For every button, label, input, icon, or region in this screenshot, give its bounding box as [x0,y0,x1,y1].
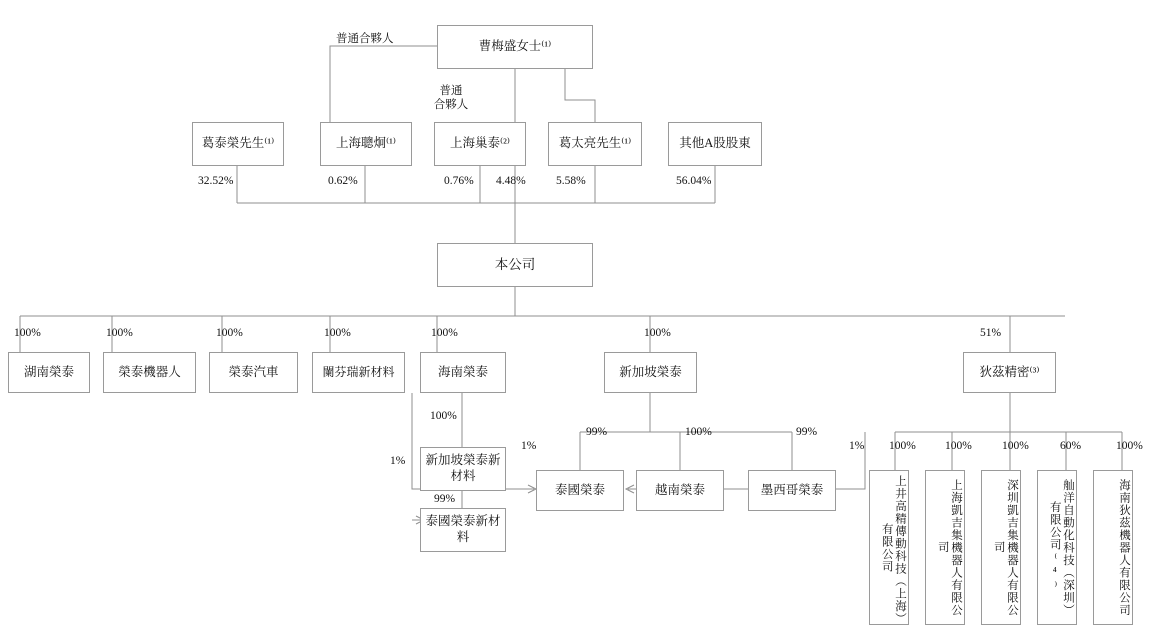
pct-60-zhouyang: 60% [1060,440,1082,452]
node-dizi-precision[interactable] [963,352,1056,393]
pct-51-dizi: 51% [980,327,1002,339]
node-thailand-rongtai-label: 泰國榮泰 [554,482,605,497]
edge-label-general-partner-1: 普通合夥人 [336,33,394,45]
node-hainan-dizi-label: 海南狄茲機器人有限公司 [1118,478,1130,617]
pct-56-04: 56.04% [676,175,712,187]
node-other-a-shareholders[interactable] [668,122,762,166]
pct-5-58: 5.58% [556,175,586,187]
node-hunan-rongtai[interactable] [8,352,90,393]
node-ge-tai-liang[interactable] [548,122,642,166]
pct-99-sg-to-mexico: 99% [796,426,818,438]
pct-1-dizi-left: 1% [849,440,865,452]
node-thailand-rongtai-material[interactable] [420,508,506,552]
node-hunan-rongtai-label: 湖南榮泰 [23,364,74,379]
pct-100-auto: 100% [216,327,243,339]
node-other-a-shareholders-label: 其他A股股東 [679,136,751,151]
node-hainan-dizi[interactable] [1093,470,1133,625]
pct-100-singapore: 100% [644,327,671,339]
node-dizi-precision-label: 狄茲精密⁽³⁾ [979,364,1040,379]
pct-32-52: 32.52% [198,175,234,187]
pct-100-hainan: 100% [431,327,458,339]
node-chairman[interactable] [437,25,593,69]
node-rongtai-auto[interactable] [209,352,298,393]
node-rongtai-auto-label: 榮泰汽車 [228,364,279,379]
node-shenzhen-kaiji[interactable] [981,470,1021,625]
pct-1-sg-to-thailand: 1% [521,440,537,452]
node-shanghai-chaotai-label: 上海巢泰⁽²⁾ [450,136,510,151]
node-lanfenrui-label: 闌芬瑞新材料 [322,365,395,379]
node-hainan-rongtai-label: 海南榮泰 [437,364,488,379]
pct-100-shenzhen-kaiji: 100% [1002,440,1029,452]
pct-100-robot: 100% [106,327,133,339]
node-rongtai-robot-label: 榮泰機器人 [118,364,181,379]
node-vietnam-rongtai[interactable] [636,470,724,511]
node-singapore-rongtai[interactable] [604,352,697,393]
pct-0-62: 0.62% [328,175,358,187]
node-zhouyang[interactable] [1037,470,1077,625]
pct-99-sgmat-to-thaimat: 99% [434,493,456,505]
pct-100-hunan: 100% [14,327,41,339]
node-shangjing-gaojing-label: 上井高精傳動科技（上海）有限公司 [880,475,906,620]
pct-1-hainan-to-thailand: 1% [390,455,406,467]
pct-100-lanfenrui: 100% [324,327,351,339]
pct-100-sg-material: 100% [430,410,457,422]
pct-100-shangjing: 100% [889,440,916,452]
pct-0-76: 0.76% [444,175,474,187]
node-company-label: 本公司 [494,256,536,272]
node-shanghai-cong[interactable] [320,122,412,166]
node-vietnam-rongtai-label: 越南榮泰 [654,482,705,497]
node-mexico-rongtai[interactable] [748,470,836,511]
node-shanghai-kaiji[interactable] [925,470,965,625]
pct-100-shanghai-kaiji: 100% [945,440,972,452]
edge-label-general-partner-2-line2: 合夥人 [433,99,469,111]
pct-100-sg-to-vietnam: 100% [685,426,712,438]
node-rongtai-robot[interactable] [103,352,196,393]
node-mexico-rongtai-label: 墨西哥榮泰 [760,482,824,497]
node-thailand-rongtai[interactable] [536,470,624,511]
node-lanfenrui[interactable] [312,352,405,393]
node-singapore-rongtai-label: 新加坡榮泰 [619,364,682,379]
pct-100-hainan-dizi: 100% [1116,440,1143,452]
node-shangjing-gaojing[interactable] [869,470,909,625]
node-ge-tai-liang-label: 葛太亮先生⁽¹⁾ [558,136,632,151]
pct-99-sg-to-thailand: 99% [586,426,608,438]
node-singapore-rongtai-material-label: 新加坡榮泰新材料 [425,453,501,483]
edge-label-general-partner-2-line1: 普通 [439,85,463,97]
node-thailand-rongtai-material-label: 泰國榮泰新材料 [425,514,501,544]
node-shenzhen-kaiji-label: 深圳凱吉集機器人有限公司 [992,478,1018,617]
pct-4-48: 4.48% [496,175,526,187]
node-ge-tai-rong-label: 葛泰榮先生⁽¹⁾ [201,136,275,151]
node-chairman-label: 曹梅盛女士⁽¹⁾ [478,39,552,54]
node-hainan-rongtai[interactable] [420,352,506,393]
node-singapore-rongtai-material[interactable] [420,447,506,491]
node-shanghai-cong-label: 上海聰炯⁽¹⁾ [336,136,396,151]
node-company[interactable] [437,243,593,287]
node-ge-tai-rong[interactable] [192,122,284,166]
node-zhouyang-label: 舢洋自動化科技（深圳）有限公司⁽⁴⁾ [1048,478,1074,617]
node-shanghai-chaotai[interactable] [434,122,526,166]
node-shanghai-kaiji-label: 上海凱吉集機器人有限公司 [936,478,962,617]
